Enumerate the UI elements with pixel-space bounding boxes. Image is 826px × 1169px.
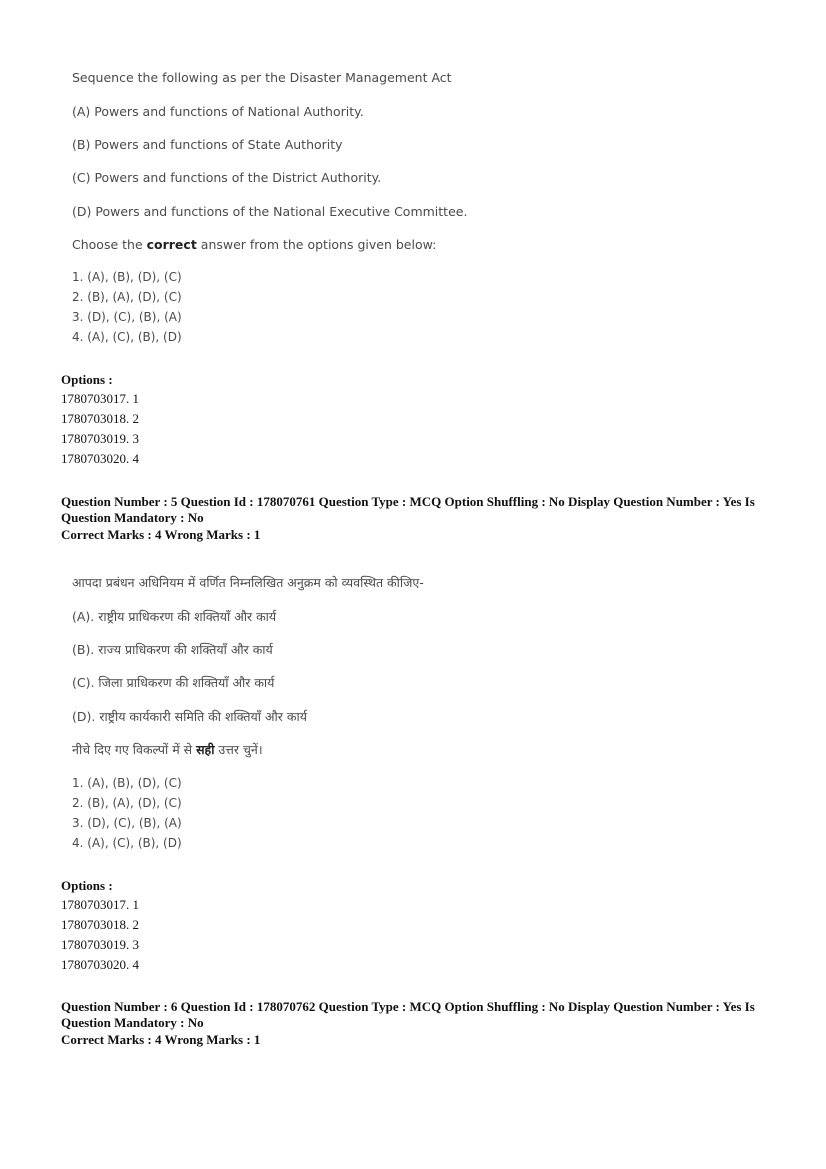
question-4-answer-4: 4. (A), (C), (B), (D) [72, 330, 182, 344]
question-5-item-a: (A). राष्ट्रीय प्राधिकरण की शक्तियाँ और कार्य [72, 609, 277, 624]
question-4-option-3: 1780703019. 3 [61, 431, 139, 446]
question-5-answer-2: 2. (B), (A), (D), (C) [72, 796, 182, 810]
question-5-answer-1: 1. (A), (B), (D), (C) [72, 776, 182, 790]
question-5-option-2: 1780703018. 2 [61, 917, 139, 932]
question-6-marks: Correct Marks : 4 Wrong Marks : 1 [61, 1032, 261, 1047]
question-5-item-b: (B). राज्य प्राधिकरण की शक्तियाँ और कार्य [72, 642, 273, 657]
question-5-item-d: (D). राष्ट्रीय कार्यकारी समिति की शक्तियाँ और कार्य [72, 709, 307, 724]
question-4-option-2: 1780703018. 2 [61, 411, 139, 426]
question-5-item-c: (C). जिला प्राधिकरण की शक्तियाँ और कार्य [72, 675, 275, 690]
question-5-option-1: 1780703017. 1 [61, 897, 139, 912]
question-5-option-4: 1780703020. 4 [61, 957, 139, 972]
question-5-option-3: 1780703019. 3 [61, 937, 139, 952]
question-6-meta-line2: Question Mandatory : No [61, 1015, 204, 1030]
question-6-meta-line1: Question Number : 6 Question Id : 178070762 Question Type : MCQ Option Shuffling : No Display Question Number : Yes Is [61, 999, 755, 1014]
question-4-instruction: Choose the correct answer from the options given below: [72, 237, 437, 252]
question-4-answer-1: 1. (A), (B), (D), (C) [72, 270, 182, 284]
question-5-stem: आपदा प्रबंधन अधिनियम में वर्णित निम्नलिखित अनुक्रम को व्यवस्थित कीजिए- [72, 575, 424, 590]
question-4-stem: Sequence the following as per the Disaster Management Act [72, 70, 452, 85]
question-5-answer-3: 3. (D), (C), (B), (A) [72, 816, 182, 830]
question-4-option-4: 1780703020. 4 [61, 451, 139, 466]
question-5-instruction: नीचे दिए गए विकल्पों में से सही उत्तर चुनें। [72, 742, 263, 757]
question-5-answer-4: 4. (A), (C), (B), (D) [72, 836, 182, 850]
question-5-meta [61, 494, 781, 543]
question-5-marks: Correct Marks : 4 Wrong Marks : 1 [61, 527, 261, 542]
question-4-option-1: 1780703017. 1 [61, 391, 139, 406]
question-4-options-label: Options : [61, 372, 113, 387]
question-4-item-c: (C) Powers and functions of the District Authority. [72, 170, 382, 185]
question-4-answer-3: 3. (D), (C), (B), (A) [72, 310, 182, 324]
question-4-item-a: (A) Powers and functions of National Authority. [72, 104, 364, 119]
question-4-answer-2: 2. (B), (A), (D), (C) [72, 290, 182, 304]
question-5-options-label: Options : [61, 878, 113, 893]
question-5-meta-line1: Question Number : 5 Question Id : 178070761 Question Type : MCQ Option Shuffling : No Display Question Number : Yes Is [61, 494, 755, 509]
question-5-meta-line2: Question Mandatory : No [61, 510, 204, 525]
question-4-item-b: (B) Powers and functions of State Authority [72, 137, 343, 152]
question-4-item-d: (D) Powers and functions of the National Executive Committee. [72, 204, 468, 219]
question-6-meta [61, 999, 781, 1048]
